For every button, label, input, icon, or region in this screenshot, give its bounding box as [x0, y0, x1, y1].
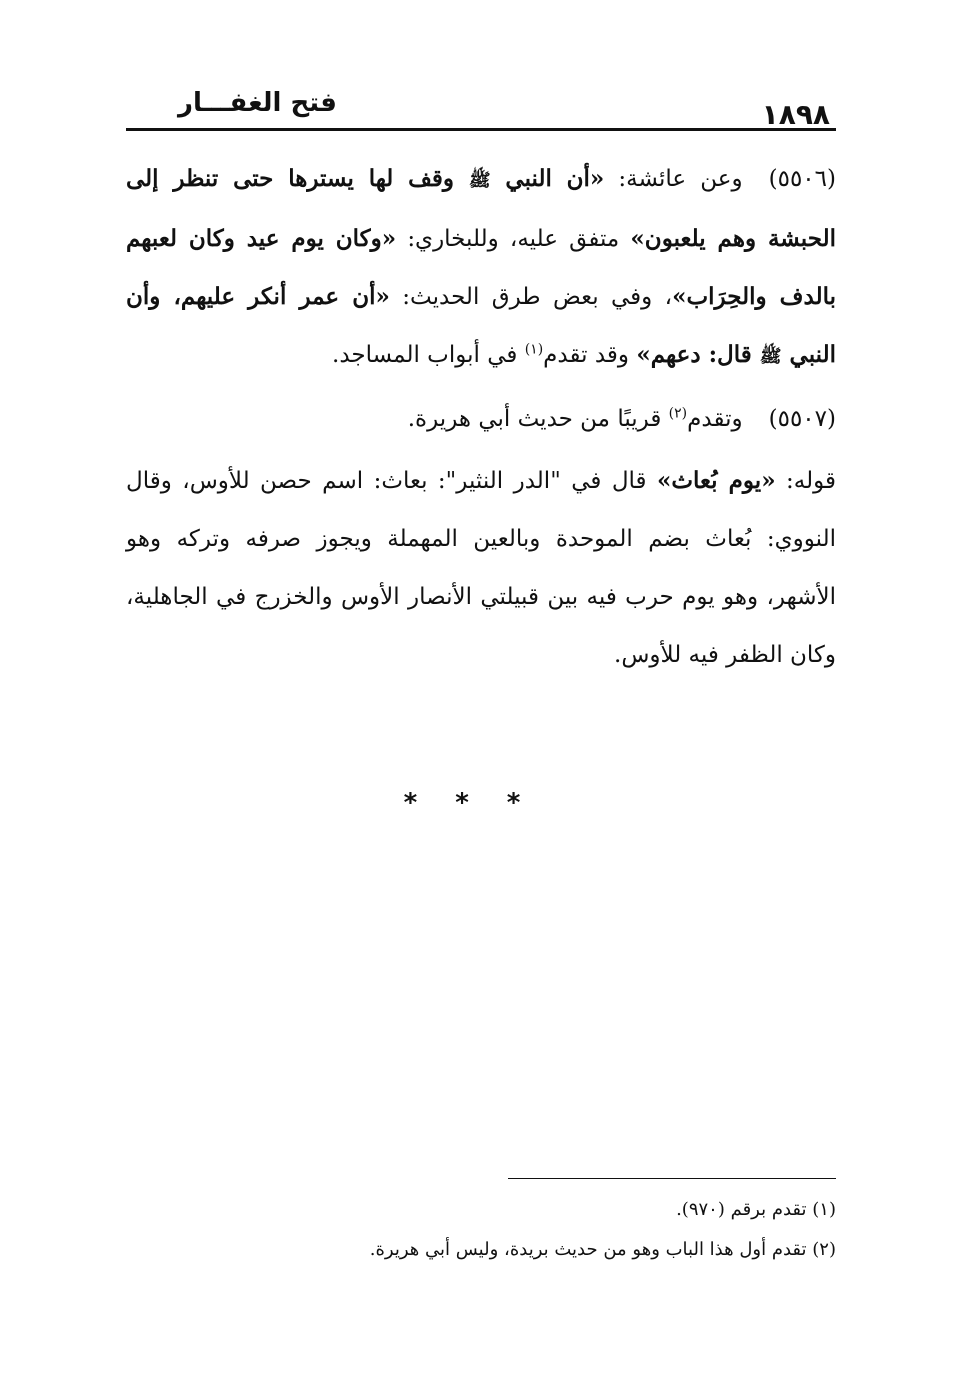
salutation-glyph: ﷺ	[468, 170, 491, 191]
hadith-number: (٥٥٠٦)	[768, 166, 836, 192]
quote-run: وقف لها يسترها حتى تنظر إلى الحبشة وهم يلعبون»	[126, 165, 836, 252]
quote-run: «أن النبي	[490, 165, 605, 192]
asterisk-ornament: *	[403, 788, 456, 818]
footnote-2: (٢) تقدم أول هذا الباب وهو من حديث بريدة، وليس أبي هريرة.	[369, 1239, 836, 1260]
asterisk-ornament: *	[506, 788, 559, 818]
commentary-paragraph	[126, 452, 836, 684]
section-separator	[0, 788, 962, 818]
text-run: وعن عائشة:	[604, 166, 743, 192]
page-number: ١٨٩٨	[761, 98, 830, 131]
footnote-rule	[508, 1178, 836, 1179]
main-text	[126, 150, 836, 684]
text-run: وقد تقدم	[543, 342, 637, 368]
footnote-ref-1[interactable]: (١)	[524, 341, 544, 358]
text-run: قال في "الدر النثير": بعاث: اسم حصن للأوس، وقال النووي: بُعاث بضم الموحدة وبالعين المهملة ويجوز صرفه وتركه وهو الأشهر، وهو يوم حرب فيه بين قبيلتي الأنصار الأوس والخزرج في الجاهلية، وكان الظفر فيه للأوس.	[126, 468, 836, 668]
text-run: متفق عليه، وللبخاري:	[396, 226, 631, 252]
footnotes	[126, 1190, 836, 1270]
text-run: في أبواب المساجد.	[332, 342, 525, 368]
text-run: وتقدم	[687, 406, 743, 432]
text-run: قريبًا من حديث أبي هريرة.	[407, 406, 669, 432]
hadith-5506	[126, 150, 836, 386]
page-header	[126, 88, 836, 131]
quote-run: «أن عمر أنكر عليهم، وأن النبي	[126, 283, 836, 368]
text-run: قوله:	[775, 468, 836, 494]
text-run: ، وفي بعض طرق الحديث:	[389, 284, 673, 310]
quote-run: «وكان يوم عيد وكان لعبهم بالدف والحِرَاب»	[126, 225, 836, 310]
asterisk-ornament: *	[455, 788, 507, 818]
hadith-5507	[126, 390, 836, 448]
footnote-1: (١) تقدم برقم (٩٧٠).	[676, 1199, 836, 1220]
quote-run: قال: دعهم»	[636, 341, 760, 368]
footnote-ref-2[interactable]: (٢)	[668, 405, 688, 422]
salutation-glyph: ﷺ	[759, 346, 782, 367]
running-title: فتح الغفـــار	[178, 88, 337, 118]
quote-run: «يوم بُعاث»	[657, 467, 776, 494]
hadith-number: (٥٥٠٧)	[768, 406, 836, 432]
header-rule	[126, 128, 836, 131]
